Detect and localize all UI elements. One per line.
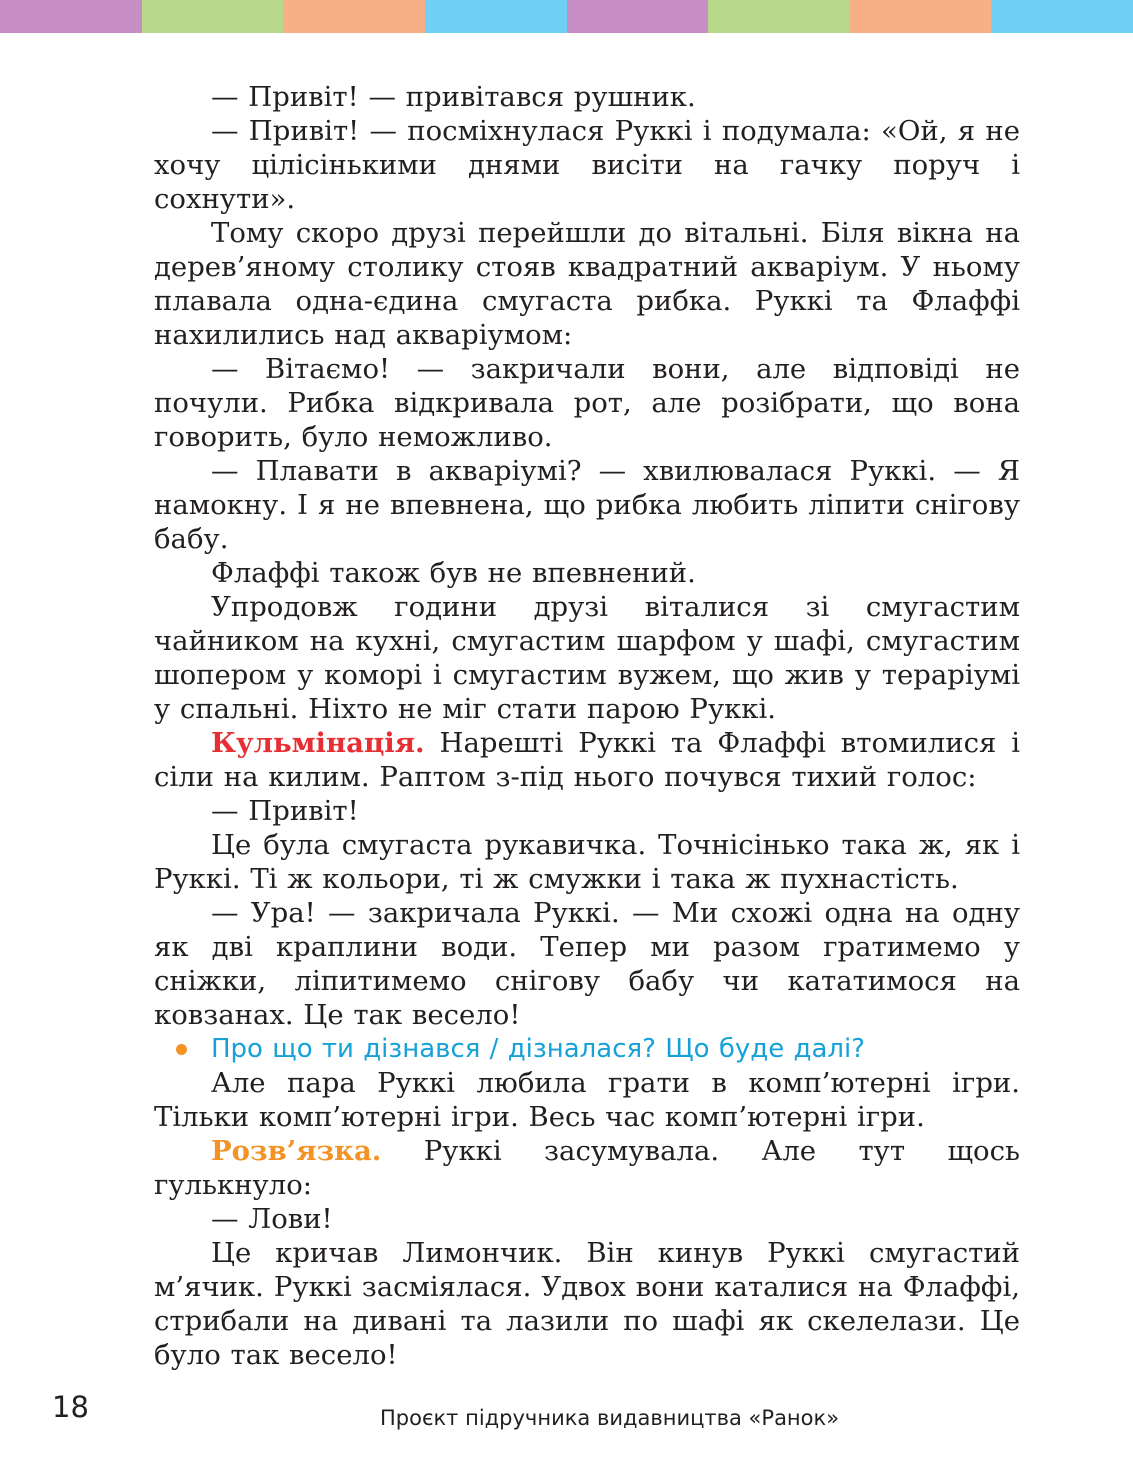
stripe-segment: [0, 0, 142, 33]
publisher-note: Проєкт підручника видавництва «Ранок»: [380, 1406, 840, 1430]
paragraph: Тому скоро друзі перейшли до вітальні. Біля вікна на дерев’яному столику стояв квадратний акваріум. У ньому плавала одна-єдина смугаста рибка. Руккі та Флаффі нахилились над акваріумом:: [154, 217, 1020, 351]
paragraph: — Ура! — закричала Руккі. — Ми схожі одна на одну як дві краплини води. Тепер ми разом гратимемо у сніжки, ліпитимемо снігову бабу чи кататимося на ковзанах. Це так весело!: [154, 897, 1020, 1031]
paragraph: Флаффі також був не впевнений.: [211, 557, 696, 589]
stripe-segment: [425, 0, 567, 33]
page-number: 18: [52, 1390, 89, 1424]
paragraph: — Вітаємо! — закричали вони, але відповіді не почули. Рибка відкривала рот, але розібрати, що вона говорить, було неможливо.: [154, 353, 1020, 453]
paragraph: — Лови!: [211, 1203, 333, 1235]
paragraph: Це кричав Лимончик. Він кинув Руккі смугастий м’ячик. Руккі засміялася. Удвох вони каталися на Флаффі, стрибали на дивані та лазили по шафі як скелелази. Це було так весело!: [154, 1237, 1020, 1371]
paragraph: — Плавати в акваріумі? — хвилювалася Руккі. — Я намокну. І я не впевнена, що рибка любить ліпити снігову бабу.: [154, 455, 1020, 555]
paragraph: Упродовж години друзі віталися зі смугастим чайником на кухні, смугастим шарфом у шафі, смугастим шопером у коморі і смугастим вужем, що жив у тераріумі у спальні. Ніхто не міг стати парою Руккі.: [154, 591, 1020, 725]
question-prompt: [154, 1032, 1020, 1066]
question-text: Про що ти дізнався / дізналася? Що буде далі?: [211, 1034, 866, 1064]
stripe-segment: [142, 0, 284, 33]
paragraph-resolution: [154, 1134, 1020, 1202]
paragraph: Це була смугаста рукавичка. Точнісінько така ж, як і Руккі. Ті ж кольори, ті ж смужки і така ж пухнастість.: [154, 829, 1020, 895]
paragraph-text: Руккі засумувала. Але тут щось гулькнуло:: [154, 1135, 1020, 1201]
stripe-segment: [567, 0, 709, 33]
paragraph: — Привіт!: [211, 795, 359, 827]
paragraph-text: Нарешті Руккі та Флаффі втомилися і сіли на килим. Раптом з-під нього почувся тихий голос:: [154, 727, 1020, 793]
paragraph: — Привіт! — посміхнулася Руккі і подумала: «Ой, я не хочу цілісінькими днями висіти на гачку поруч і сохнути».: [154, 115, 1020, 215]
stripe-segment: [991, 0, 1133, 33]
stripe-segment: [283, 0, 425, 33]
paragraph: Але пара Руккі любила грати в комп’ютерні ігри. Тільки комп’ютерні ігри. Весь час комп’ютерні ігри.: [154, 1067, 1020, 1133]
story-text: [154, 80, 1020, 1372]
stripe-segment: [708, 0, 850, 33]
climax-label: Кульмінація.: [211, 727, 425, 759]
resolution-label: Розв’язка.: [211, 1135, 382, 1167]
paragraph: — Привіт! — привітався рушник.: [211, 81, 696, 113]
bullet-icon: [176, 1044, 187, 1055]
color-stripe-header: [0, 0, 1133, 33]
paragraph-climax: [154, 726, 1020, 794]
stripe-segment: [850, 0, 992, 33]
